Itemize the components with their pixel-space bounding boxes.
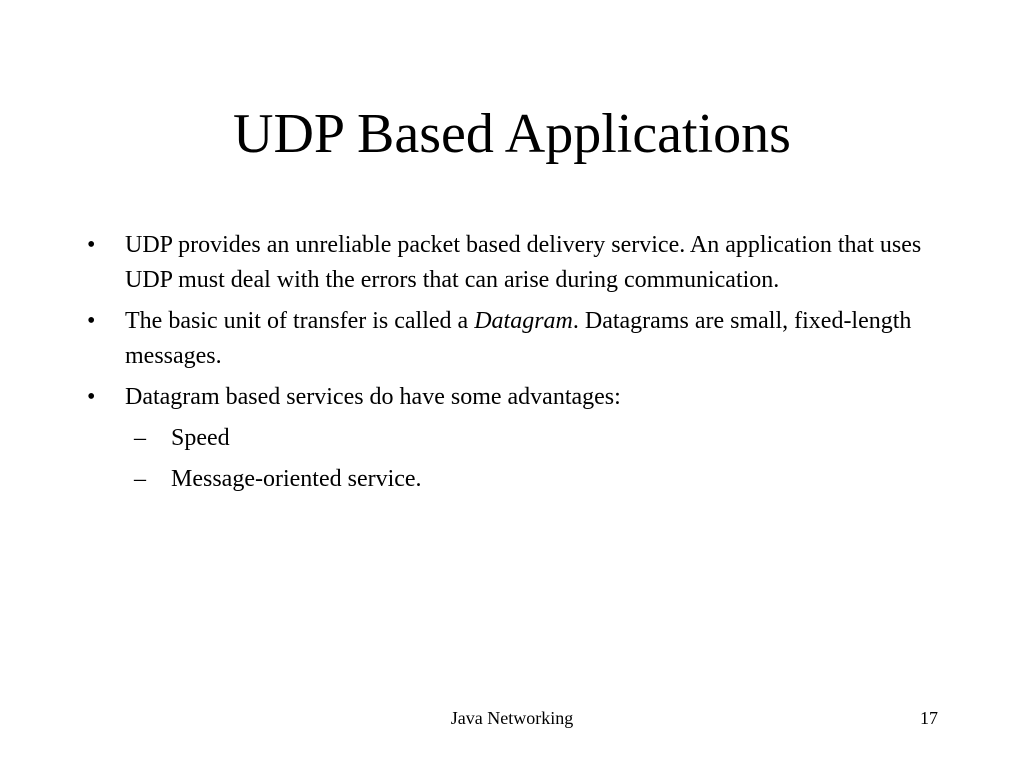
bullet-item (87, 380, 947, 415)
bullet-text: Datagram based services do have some advantages: (125, 384, 621, 410)
bullet-text-before: The basic unit of transfer is called a (125, 308, 475, 334)
bullet-item (87, 304, 947, 374)
sub-bullet-item (134, 462, 947, 497)
bullet-marker: • (87, 232, 96, 258)
sub-bullet-marker: – (134, 425, 146, 451)
bullet-text: UDP provides an unreliable packet based delivery service. An application that uses UDP must deal with the errors that can arise during communication. (125, 232, 922, 293)
sub-bullet-item (134, 421, 947, 456)
bullet-marker: • (87, 308, 96, 334)
footer-title: Java Networking (450, 708, 574, 728)
slide-body (87, 228, 947, 497)
bullet-text-after: . Datagrams are small, fixed-length messages. (125, 308, 912, 369)
datagram-emphasis: Datagram (474, 308, 573, 334)
page-number: 17 (920, 708, 938, 728)
sub-bullet-text: Speed (171, 425, 230, 451)
slide-title: UDP Based Applications (233, 103, 791, 165)
sub-bullet-text: Message-oriented service. (171, 466, 422, 492)
bullet-marker: • (87, 384, 96, 410)
bullet-item (87, 228, 947, 298)
sub-bullet-marker: – (134, 466, 146, 492)
